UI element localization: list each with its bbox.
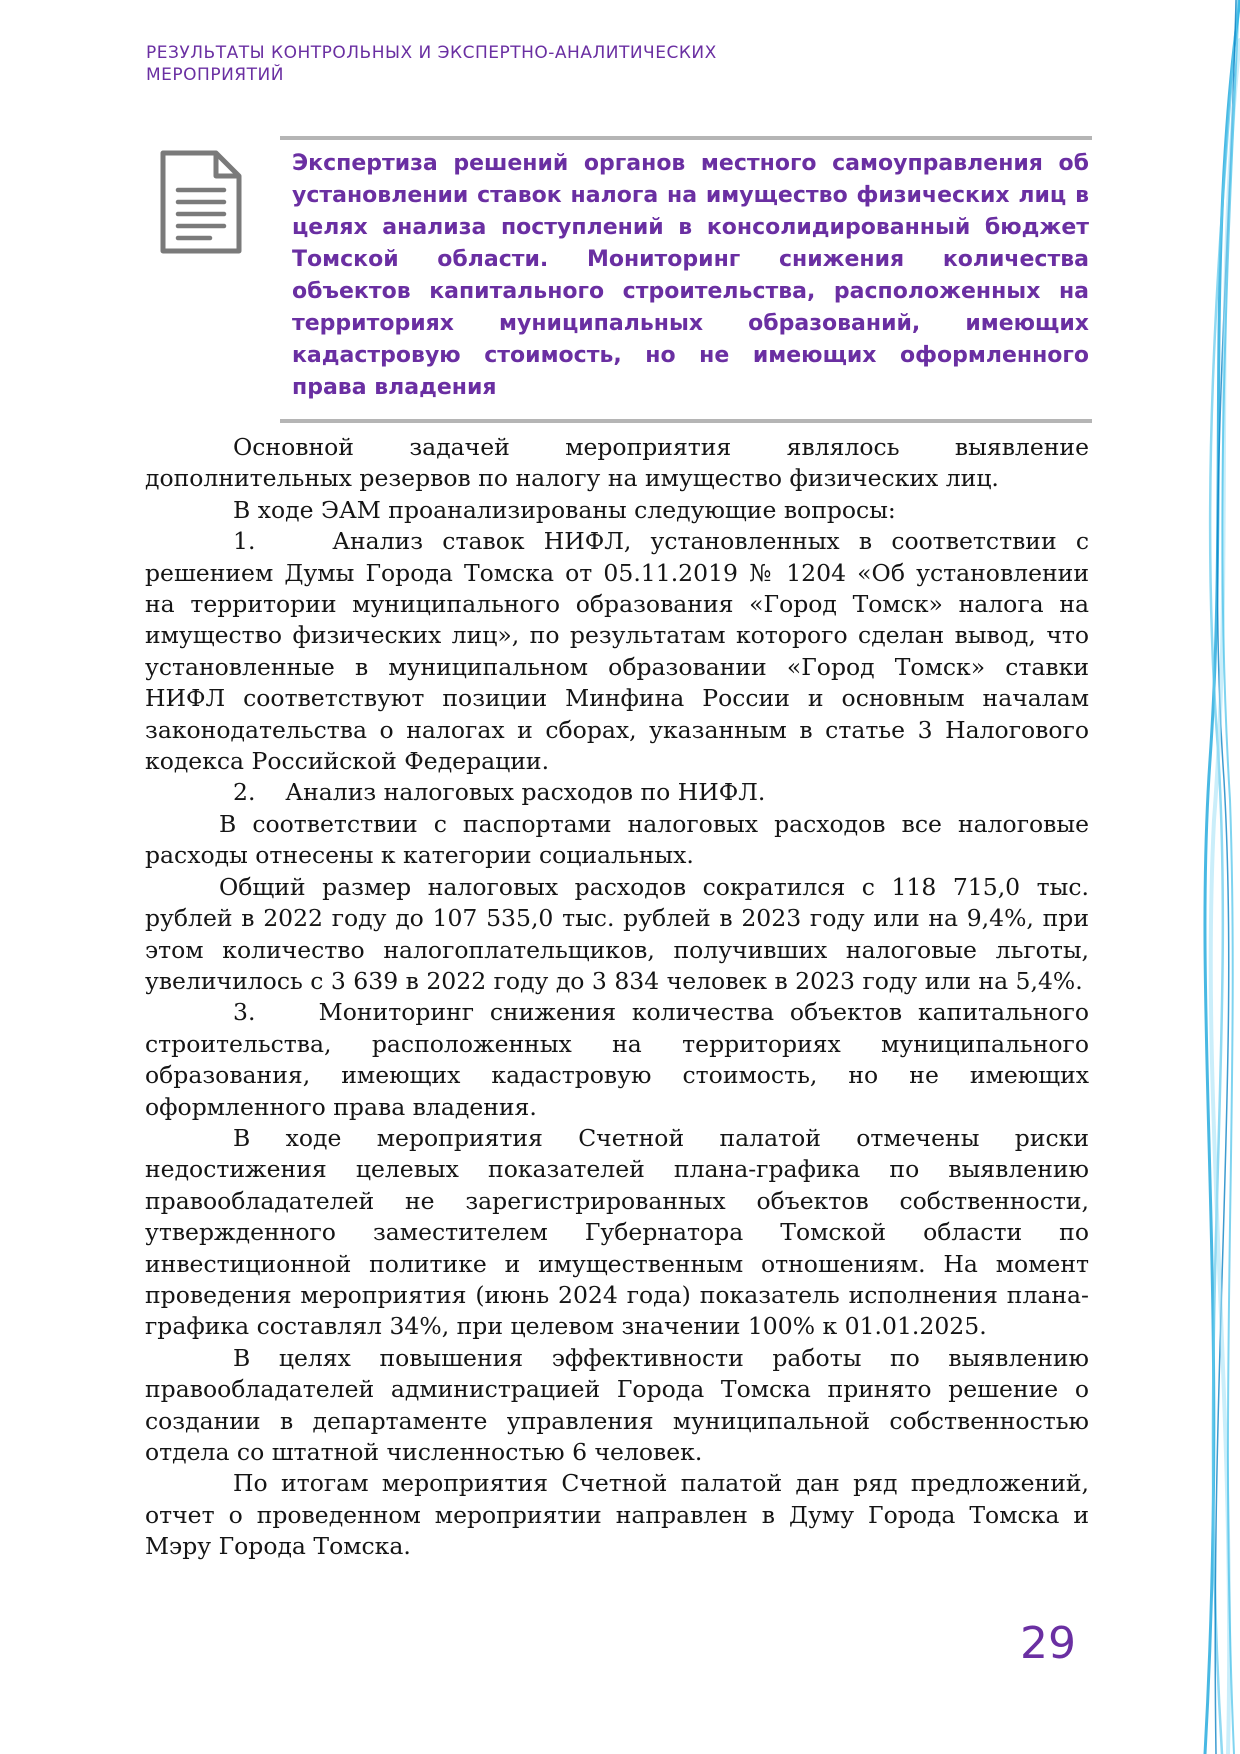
section-header-title: РЕЗУЛЬТАТЫ КОНТРОЛЬНЫХ И ЭКСПЕРТНО-АНАЛИТИЧЕСКИХ МЕРОПРИЯТИЙ xyxy=(146,43,717,85)
paragraph: По итогам мероприятия Счетной палатой дан ряд предложений, отчет о проведенном мероприятии направлен в Думу Города Томска и Мэру Города Томска. xyxy=(145,1469,1089,1561)
document-icon xyxy=(160,150,242,254)
paragraph: В соответствии с паспортами налоговых расходов все налоговые расходы отнесены к категории социальных. xyxy=(145,809,1089,870)
heading-top-rule xyxy=(280,136,1092,140)
body-text xyxy=(145,432,1089,1563)
paragraph: Общий размер налоговых расходов сократился с 118 715,0 тыс. рублей в 2022 году до 107 535,0 тыс. рублей в 2023 году или на 9,4%, при этом количество налогоплательщиков, получивших налоговые льготы, увеличилось с 3 639 в 2022 году до 3 834 человек в 2023 году или на 5,4%. xyxy=(145,872,1089,995)
paragraph: В ходе мероприятия Счетной палатой отмечены риски недостижения целевых показателей плана-графика по выявлению правообладателей не зарегистрированных объектов собственности, утвержденного заместителем Губернатора Томской области по инвестиционной политике и имущественным отношениям. На момент проведения мероприятия (июнь 2024 года) показатель исполнения плана-графика составлял 34%, при целевом значении 100% к 01.01.2025. xyxy=(145,1123,1089,1341)
list-item: 2. Анализ налоговых расходов по НИФЛ. xyxy=(233,778,766,807)
page-number: 29 xyxy=(1020,1618,1076,1669)
section-heading: Экспертиза решений органов местного самоуправления об установлении ставок налога на имущество физических лиц в целях анализа поступлений в консолидированный бюджет Томской области. Мониторинг снижения количества объектов капитального строительства, расположенных на территориях муниципальных образований, имеющих кадастровую стоимость, но не имеющих оформленного права владения xyxy=(292,151,1089,400)
list-item: 1. Анализ ставок НИФЛ, установленных в соответствии с решением Думы Города Томска от 05.11.2019 № 1204 «Об установлении на территории муниципального образования «Город Томск» налога на имущество физических лиц», по результатам которого сделан вывод, что установленные в муниципальном образовании «Город Томск» ставки НИФЛ соответствуют позиции Минфина России и основным началам законодательства о налогах и сборах, указанным в статье 3 Налогового кодекса Российской Федерации. xyxy=(145,527,1089,776)
list-item: 3. Мониторинг снижения количества объектов капитального строительства, расположенных на территориях муниципального образования, имеющих кадастровую стоимость, но не имеющих оформленного права владения. xyxy=(145,998,1089,1121)
paragraph: Основной задачей мероприятия являлось выявление дополнительных резервов по налогу на имущество физических лиц. xyxy=(145,433,1089,493)
paragraph: В ходе ЭАМ проанализированы следующие вопросы: xyxy=(233,495,896,524)
decorative-wave-border xyxy=(1110,0,1240,1754)
paragraph: В целях повышения эффективности работы по выявлению правообладателей администрацией Города Томска принято решение о создании в департаменте управления муниципальной собственностью отдела со штатной численностью 6 человек. xyxy=(145,1343,1089,1466)
heading-bottom-rule xyxy=(280,419,1092,423)
